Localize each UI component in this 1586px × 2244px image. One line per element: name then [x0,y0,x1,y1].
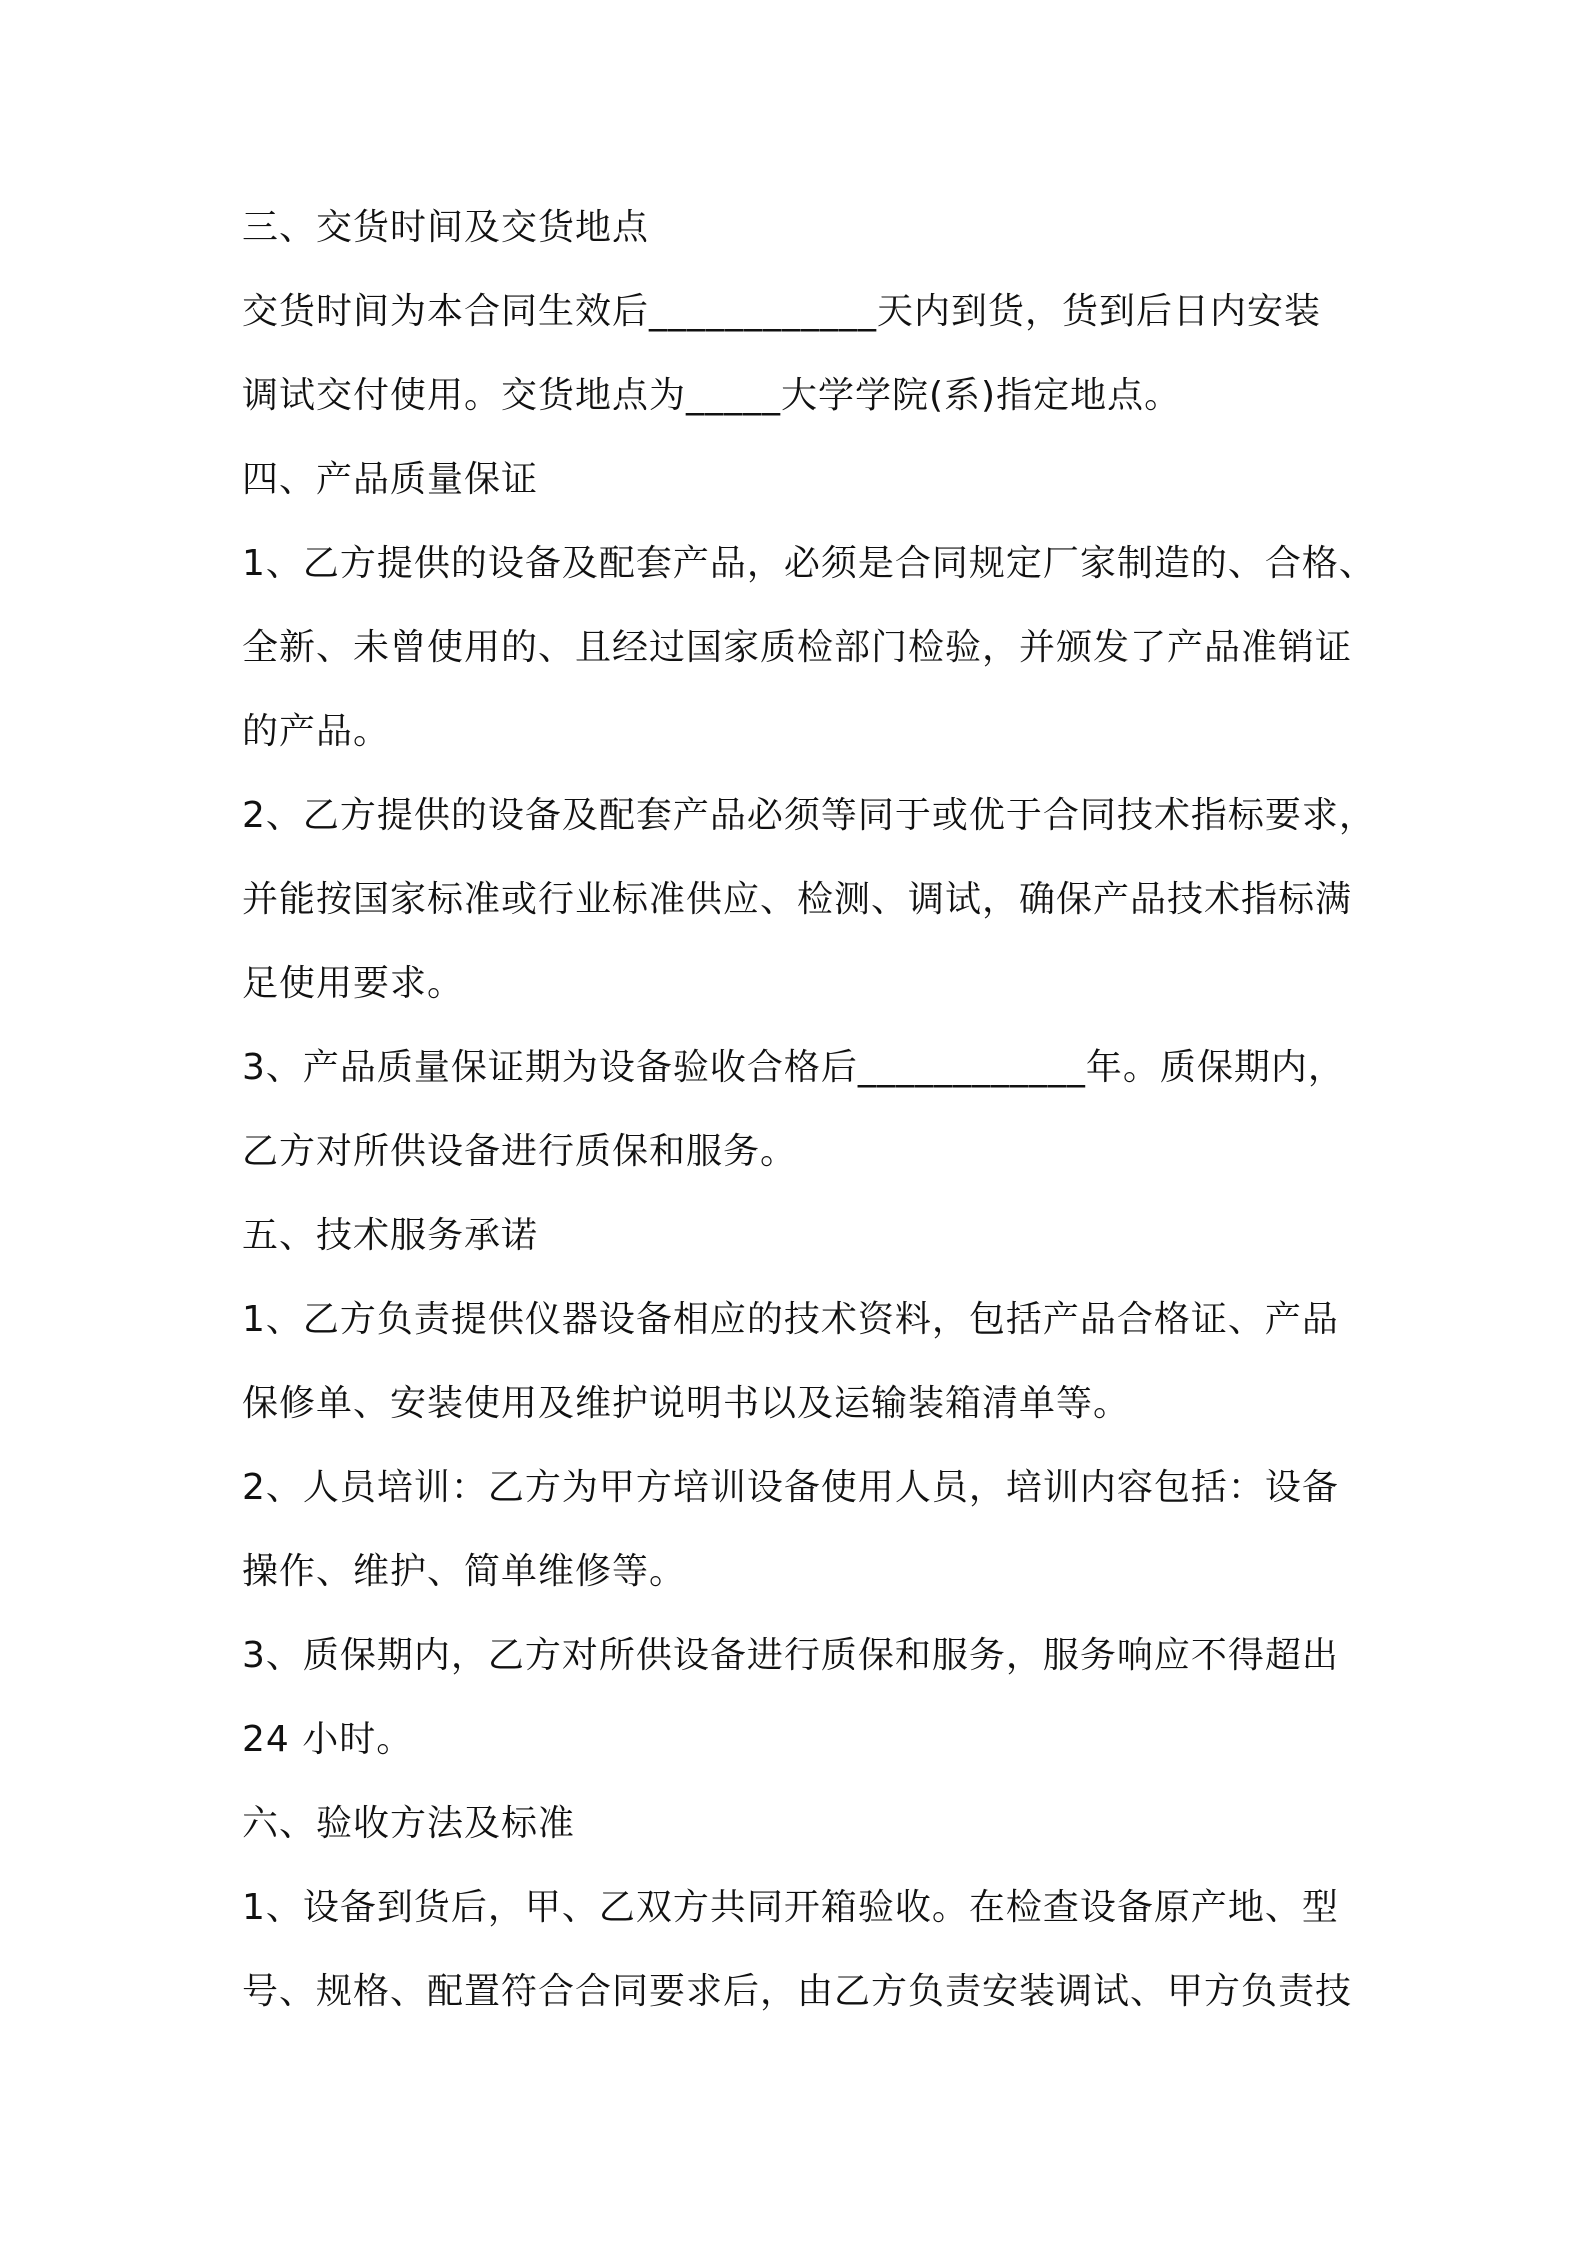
paragraph-line: 1、乙方提供的设备及配套产品，必须是合同规定厂家制造的、合格、 [242,543,1376,584]
heading-quality-guarantee: 四、产品质量保证 [242,459,539,500]
paragraph-line: 保修单、安装使用及维护说明书以及运输装箱清单等。 [242,1383,1131,1424]
paragraph-line: 号、规格、配置符合合同要求后，由乙方负责安装调试、甲方负责技 [242,1971,1353,2012]
paragraph-line: 3、质保期内，乙方对所供设备进行质保和服务，服务响应不得超出 [242,1635,1339,1676]
paragraph-line: 3、产品质量保证期为设备验收合格后____________年。质保期内， [242,1047,1345,1088]
paragraph-line: 调试交付使用。交货地点为_____大学学院(系)指定地点。 [242,375,1182,416]
heading-delivery: 三、交货时间及交货地点 [242,207,650,248]
paragraph-line: 乙方对所供设备进行质保和服务。 [242,1131,798,1172]
paragraph-line: 交货时间为本合同生效后____________天内到货，货到后日内安装 [242,291,1322,332]
paragraph-line: 足使用要求。 [242,963,465,1004]
heading-acceptance: 六、验收方法及标准 [242,1803,576,1844]
paragraph-line: 2、人员培训：乙方为甲方培训设备使用人员，培训内容包括：设备 [242,1467,1339,1508]
paragraph-line: 1、设备到货后，甲、乙双方共同开箱验收。在检查设备原产地、型 [242,1887,1339,1928]
heading-technical-service: 五、技术服务承诺 [242,1215,539,1256]
paragraph-line: 并能按国家标准或行业标准供应、检测、调试，确保产品技术指标满 [242,879,1353,920]
paragraph-line: 1、乙方负责提供仪器设备相应的技术资料，包括产品合格证、产品 [242,1299,1339,1340]
paragraph-line: 全新、未曾使用的、且经过国家质检部门检验，并颁发了产品准销证 [242,627,1353,668]
paragraph-line: 的产品。 [242,711,391,752]
paragraph-line: 操作、维护、简单维修等。 [242,1551,687,1592]
paragraph-line: 2、乙方提供的设备及配套产品必须等同于或优于合同技术指标要求， [242,795,1376,836]
paragraph-line: 24 小时。 [242,1719,414,1760]
